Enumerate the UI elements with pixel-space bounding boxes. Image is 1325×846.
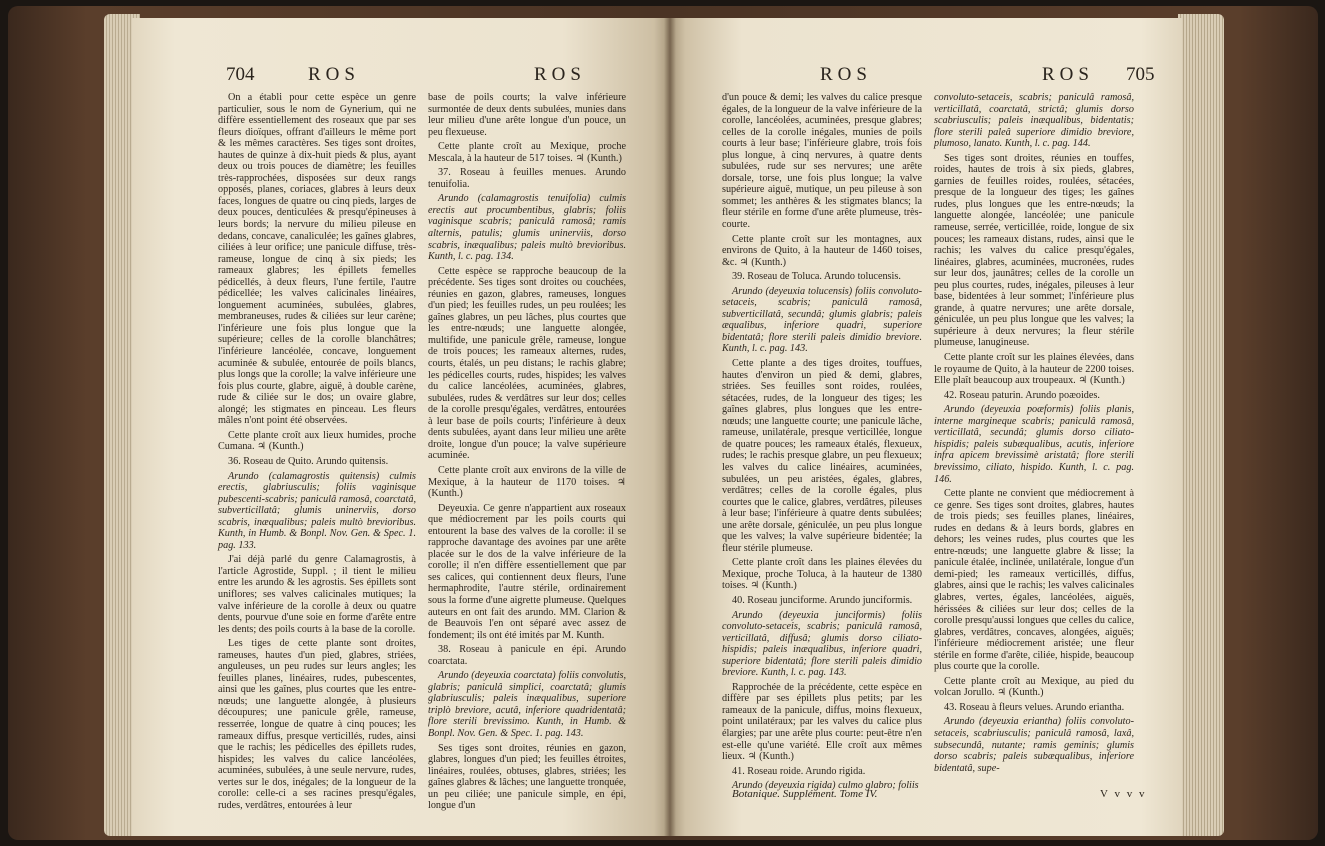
paragraph: Cette plante croît sur les plaines élevées, dans le royaume de Quito, à la hauteur de 2200 toises. Elle plaît beaucoup aux troupeaux. ♃ (Kunth.) [934,352,1134,387]
footer-volume-line: Botanique. Supplément. Tome IV. [732,788,878,800]
right-column-1 [722,92,922,795]
paragraph: Cette plante croît aux lieux humides, proche Cumana. ♃ (Kunth.) [218,429,416,453]
left-column-1 [218,92,416,814]
entry-heading: 36. Roseau de Quito. Arundo quitensis. [228,455,389,467]
printer-signature: V v v v [1100,788,1147,800]
entry-heading: 40. Roseau junciforme. Arundo junciformis. [732,594,913,606]
paragraph: J'ai déjà parlé du genre Calamagrostis, à l'article Agrostide, Suppl. ; il tient le milieu entre les arundo & les agrostis. Ses épillets sont uniflores; ses valves calicinales mutiques; la valve inférieure de la corolle à deux ou quatre dents, pourvue d'une soie en forme d'arête entre les dents; des poils courts à la base de la corolle. [218,554,416,635]
paragraph: Deyeuxia. Ce genre n'appartient aux roseaux que médiocrement par les poils courts qui entourent la base des valves de la corolle: il se rapproche davantage des avoines par une arête placée sur le dos de la valve inférieure de la corolle; il n'en diffère essentiellement que par ses calices, qui contiennent deux fleurs, l'une hermaphrodite, l'autre stérile, ordinairement sous la forme d'une aigrette plumeuse. Quelques auteurs en ont fait des arundo. MM. Clarion & de Beauvois l'en ont séparé avec assez de fondement; ils ont été imités par M. Kunth. [428,502,626,641]
running-head-right-col1: ROS [820,64,872,85]
paragraph: Cette plante a des tiges droites, touffues, hautes d'environ un pied & demi, glabres, striées. Ses feuilles sont roides, roulées, sétacées, rudes, de la longueur des tiges; les gaînes glabres, plus longues que les entre-nœuds; une languette courte; une panicule lâche, rameuse, unilatérale, presque verticillée, longue de quatre pouces; les rameaux étalés, flexueux, rudes; le rachis presque glabre, un peu flexueux; les valves du calice linéaires, acuminées, subulées, un peu aristées, égales, glabres, verdâtres; celles de la corolle égales, plus courtes que le calice, glabres, verdâtres, pileuses à leur base; l'inférieure à quatre dents subulées; une arête dorsale, géniculée, un peu plus longue que les valves; la valve supérieure bidentée; la fleur stérile plumeuse. [722,358,922,554]
paragraph: Cette plante ne convient que médiocrement à ce genre. Ses tiges sont droites, glabres, hautes de trois pieds; ses feuilles planes, linéaires, rudes en dedans & à leurs bords, glabres en dehors; les veines rudes, plus courtes que les entre-nœuds; une languette glabre & lisse; la panicule étalée, inclinée, unilatérale, longue d'un demi-pied; les rameaux verticillés, diffus, glabres, ainsi que le rachis; les valves calicinales glabres, vertes, égales, lancéolées, aiguës, hérissées & ciliées sur leur dos; celles de la corolle presqu'aussi longues que celles du calice, glabres, verdâtres, concaves, alongées, aiguës; l'inférieure médiocrement aristée; une fleur stérile en forme d'arête, ciliée, hispide, beaucoup plus courte que la corolle. [934,488,1134,673]
entry-heading: 39. Roseau de Toluca. Arundo tolucensis. [732,271,901,283]
paragraph: Cette plante croît sur les montagnes, aux environs de Quito, à la hauteur de 1460 toises, &c. ♃ (Kunth.) [722,233,922,268]
running-head-left-col1: ROS [308,64,360,85]
latin-description: Arundo (deyeuxia rigida) culmo glabro; foliis [732,780,919,792]
paragraph: Les tiges de cette plante sont droites, rameuses, hautes d'un pied, glabres, striées, anguleuses, un peu rudes sur leurs angles; les feuilles planes, linéaires, rudes, pubescentes, ainsi que les gaînes, plus courtes que les entre-nœuds; une languette alongée, à plusieurs découpures; une panicule grêle, rameuse, resserrée, longue de quatre à cinq pouces; les rameaux diffus, presque verticillés, rudes, ainsi que le rachis; les pédicelles des épillets rudes, hispides; les valves du calice lancéolées, acuminées, subulées, à une seule nervure, rudes, vertes sur le dos, inégales; de la longueur de la corolle: celle-ci a ses racines presqu'égales, rudes, verdâtres, entourées à leur [218,638,416,811]
running-head-left-col2: ROS [534,64,586,85]
right-page [670,18,1182,836]
page-number-left: 704 [226,64,255,85]
entry-heading: 42. Roseau paturin. Arundo poæoides. [944,389,1100,401]
paragraph: Cette espèce se rapproche beaucoup de la précédente. Ses tiges sont droites ou couchées, réunies en gazon, glabres, rameuses, longues d'un pied; les feuilles rudes, un peu roulées; les gaînes glabres, un peu lâches, plus courtes que les entre-nœuds; une languette alongée, multifide, une panicule grêle, rameuse, longue de trois pouces; les rameaux alternes, rudes, courts, étalés, un peu distans; le rachis glabre; les pédicelles courts, rudes, hispides; les valves du calice lancéolées, acuminées, glabres, subulées, rudes & verdâtres sur leur dos; celles de la corolle presqu'égales, verdâtres, entourées à leur base de poils courts; l'inférieure à deux dents subulées, ayant dans leur milieu une arête droite, longue d'un pouce; la valve supérieure acuminée. [428,265,626,462]
entry-heading: 38. Roseau à panicule en épi. Arundo coarctata. [428,644,626,667]
latin-description: Arundo (calamagrostis quitensis) culmis erectis, glabriusculis; foliis vaginisque pubescenti-scabris; paniculâ ramosâ, coarctatâ, subverticillatâ; glumis uninerviis, dorso scabris, inæqualibus; paleis multò brevioribus. Kunth, in Humb. & Bonpl. Nov. Gen. & Spec. 1. pag. 133. [218,470,416,551]
entry-heading: 43. Roseau à fleurs velues. Arundo eriantha. [944,701,1125,713]
latin-description: Arundo (deyeuxia eriantha) foliis convoluto-setaceis, scabriusculis; paniculâ ramosâ, laxâ, subsecundâ, nutante; ramis geminis; glumis dorso scabris; paleis subæqualibus, inferiore bidentatâ, supe- [934,716,1134,774]
paragraph: Ses tiges sont droites, réunies en touffes, roides, hautes de trois à six pieds, glabres, garnies de feuilles roides, roulées, sétacées, presque de la longueur des tiges; les gaînes rudes, plus longues que les entre-nœuds; la languette alongée, lancéolée; une panicule rameuse, serrée, verticillée, roide, longue de six pouces; les rameaux distans, rudes, ainsi que le rachis; les valves du calice presqu'égales, linéaires, glabres, acuminées, mucronées, rudes sur leur dos, jaunâtres; celles de la corolle un peu plus courtes, rudes, inégales, pileuses à leur base, bidentées à leur sommet; l'inférieure plus grande, à quatre nervures; une arête dorsale, géniculée, un peu plus longue que les valves; la supérieure à deux nervures; la fleur stérile plumeuse, lanugineuse. [934,152,1134,349]
left-page [132,18,670,836]
latin-description: Arundo (calamagrostis tenuifolia) culmis erectis aut procumbentibus, glabris; foliis vaginisque scabris; paniculâ ramosâ; ramis alternis, patulis; glumis uninerviis, dorso scabris, inæqualibus; paleis multò brevioribus. Kunth, l. c. pag. 134. [428,193,626,263]
paragraph: Cette plante croît au Mexique, proche Mescala, à la hauteur de 517 toises. ♃ (Kunth.) [428,141,626,164]
paragraph: Rapprochée de la précédente, cette espèce en diffère par ses épillets plus petits; par les rameaux de la panicule, diffus, moins flexueux, point unilatéraux; par les valves du calice plus élargies; par une arête plus courte: peut-être n'en est-elle qu'une variété. Elle croît aux mêmes lieux. ♃ (Kunth.) [722,681,922,763]
entry-heading: 37. Roseau à feuilles menues. Arundo tenuifolia. [428,167,626,190]
paragraph: Ses tiges sont droites, réunies en gazon, glabres, longues d'un pied; les feuilles étroites, linéaires, roulées, obtuses, glabres, striées; les gaînes glabres & lâches; une languette tronquée, un peu ciliée; une panicule simple, en épi, longue d'un [428,742,626,812]
page-number-right: 705 [1126,64,1155,85]
paragraph: Cette plante croît dans les plaines élevées du Mexique, proche Toluca, à la hauteur de 1380 toises. ♃ (Kunth.) [722,557,922,592]
left-column-2 [428,92,626,815]
paragraph: Cette plante croît aux environs de la ville de Mexique, à la hauteur de 1170 toises. ♃ (Kunth.) [428,464,626,500]
latin-description: Arundo (deyeuxia tolucensis) foliis convoluto-setaceis, scabris; paniculâ ramosâ, subverticillatâ, secundâ; glumis glabris; paleis æqualibus, inferiore quadri, superiore bidentatâ; flore sterili paleis dimidio breviore. Kunth, l. c. pag. 143. [722,285,922,355]
paragraph: base de poils courts; la valve inférieure surmontée de deux dents subulées, munies dans leur milieu d'une arête longue d'un pouce, un peu flexueuse. [428,92,626,138]
book-gutter [664,18,676,836]
latin-description: Arundo (deyeuxia poæformis) foliis planis, interne margineque scabris; paniculâ ramosâ, verticillatâ, secundâ; glumis dorso ciliato-hispidis; paleis subæqualibus, acutis, inferiore infra apicem brevissimè aristatâ; flore sterili brevissimo, ciliato, hispido. Kunth, l. c. pag. 146. [934,404,1134,485]
entry-heading: 41. Roseau roide. Arundo rigida. [732,765,866,777]
paragraph: d'un pouce & demi; les valves du calice presque égales, de la longueur de la valve inférieure de la corolle, lancéolées, acuminées, presque glabres; celles de la corolle inégales, munies de poils courts à leur base; l'inférieure glabre, trois fois plus longue, à cinq nervures, à quatre dents subulées, rude sur ses nervures; une arête dorsale, torse, une fois plus longue; la valve supérieure aiguë, mutique, un peu pileuse à son sommet; les anthères & les stigmates blancs; la fleur stérile en forme d'une arête plumeuse, très-courte. [722,92,922,231]
paragraph: Cette plante croît au Mexique, au pied du volcan Jorullo. ♃ (Kunth.) [934,675,1134,699]
right-column-2 [934,92,1134,777]
running-head-right-col2: ROS [1042,64,1094,85]
latin-description: Arundo (deyeuxia junciformis) foliis convoluto-setaceis, scabris; paniculâ ramosâ, verticillatâ, diffusâ; glumis dorso ciliato-hispidis; paleis inæqualibus, inferiore quadri, superiore bidentatâ; flore sterili paleis dimidio breviore. Kunth, l. c. pag. 143. [722,609,922,679]
paragraph: On a établi pour cette espèce un genre particulier, sous le nom de Gynerium, qui ne diffère essentiellement des roseaux que par ses fleurs dioïques, offrant d'ailleurs le même port & les mêmes caractères. Ses tiges sont droites, hautes de quinze à dix-huit pieds & plus, ayant deux ou trois pouces de diamètre; les feuilles très-rapprochées, disposées sur deux rangs opposés, planes, coriaces, glabres à leurs deux faces, longues de quatre ou cinq pieds, larges de deux pouces, denticulées & presqu'épineuses à leurs bords; la nervure du milieu pileuse en dedans, concave, canaliculée; les gaînes glabres, ciliées à leur orifice; une panicule diffuse, très-rameuse, longue de cinq à six pieds; les rameaux glabres; les épillets femelles pédicellés, à deux fleurs, l'une fertile, l'autre pédicellée; les valves calicinales linéaires, longuement acuminées, subulées, glabres, membraneuses, rudes & ciliées sur leur carène; l'inférieure une fois plus longue que la supérieure; celles de la corolle blanchâtres; l'inférieure lancéolée, concave, longuement acuminée & subulée, entourée de poils blancs, plus longs que la corolle; la valve inférieure une fois plus courte, glabre, aiguë, à double carène, rude & ciliée sur le dos; un ovaire glabre, alongé; les stigmates en pinceau. Les fleurs mâles n'ont point été observées. [218,92,416,427]
right-page-edges [1178,14,1224,836]
latin-description: Arundo (deyeuxia coarctata) foliis convolutis, glabris; paniculâ simplici, coarctatâ; glumis glabriusculis; paleis inæqualibus, superiore triplò breviore, acutâ, inferiore quadridentatâ; flore sterili brevissimo. Kunth, in Humb. & Bonpl. Nov. Gen. & Spec. 1. pag. 143. [428,670,626,739]
latin-description: convoluto-setaceis, scabris; paniculâ ramosâ, verticillatâ, coarctatâ, strictâ; glumis dorso scabriusculis; paleis inæqualibus, bidentatis; flore sterili paleâ superiore dimidio breviore, plumoso, lanato. Kunth, l. c. pag. 144. [934,92,1134,150]
